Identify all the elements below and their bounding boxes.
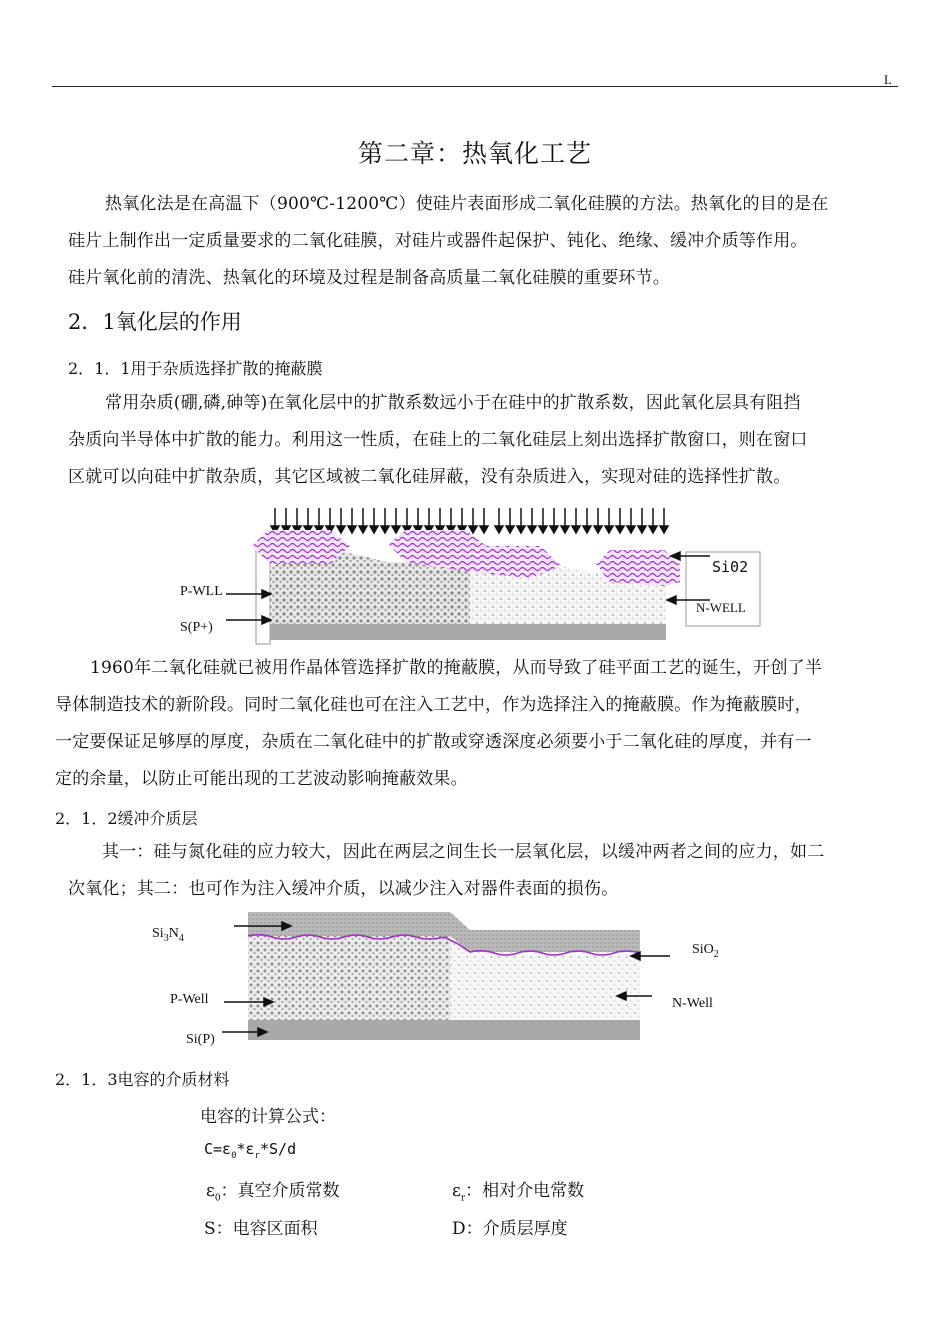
history-para-line-4: 定的余量，以防止可能出现的工艺波动影响掩蔽效果。 — [55, 769, 468, 789]
capacitance-formula-label: 电容的计算公式： — [200, 1107, 336, 1127]
buffer-layer-diagram — [200, 906, 680, 1046]
p-well-region — [248, 936, 450, 1020]
eps0-definition: $\varepsilon_0$：真空介质常数 — [206, 1181, 340, 1204]
fig2-oxide-label: SiO$_2$ — [692, 942, 719, 960]
fig1-p-well-label: P-WLL — [180, 584, 223, 599]
area-definition: S：电容区面积 — [204, 1219, 318, 1239]
section-heading-2-1: 2．1氧化层的作用 — [68, 310, 242, 334]
section-heading-2-1-3: 2．1．3电容的介质材料 — [55, 1070, 230, 1089]
impurity-arrows — [271, 508, 668, 533]
fig2-substrate-label: Si(P) — [186, 1032, 215, 1047]
section-heading-2-1-1: 2．1．1用于杂质选择扩散的掩蔽膜 — [68, 359, 323, 378]
history-para-line-2: 导体制造技术的新阶段。同时二氧化硅也可在注入工艺中，作为选择注入的掩蔽膜。作为掩蔽膜时， — [55, 695, 812, 715]
intro-line-1: 热氧化法是在高温下（900℃-1200℃）使硅片表面形成二氧化硅膜的方法。热氧化的目的是在 — [105, 194, 829, 214]
fig1-n-well-label: N-WELL — [696, 600, 746, 615]
fig1-oxide-label: Si02 — [712, 558, 749, 576]
fig2-n-well-label: N-Well — [672, 996, 713, 1011]
substrate-layer — [248, 1020, 640, 1040]
history-para-line-3: 一定要保证足够厚的厚度，杂质在二氧化硅中的扩散或穿透深度必须要小于二氧化硅的厚度，并有一 — [55, 732, 812, 752]
buffer-para-line-1: 其一：硅与氮化硅的应力较大，因此在两层之间生长一层氧化层，以缓冲两者之间的应力，如二 — [102, 842, 825, 862]
mask-para-line-3: 区就可以向硅中扩散杂质，其它区域被二氧化硅屏蔽，没有杂质进入，实现对硅的选择性扩散。 — [68, 467, 791, 487]
history-para-line-1: 1960年二氧化硅就已被用作晶体管选择扩散的掩蔽膜，从而导致了硅平面工艺的诞生，开创了半 — [90, 658, 823, 678]
intro-line-3: 硅片氧化前的清洗、热氧化的环境及过程是制备高质量二氧化硅膜的重要环节。 — [68, 268, 670, 288]
capacitance-formula: $C=\varepsilon_0*\varepsilon_r*S/d$ — [204, 1140, 297, 1161]
epsr-definition: $\varepsilon_r$：相对介电常数 — [452, 1181, 585, 1204]
buffer-para-line-2: 次氧化；其二：也可作为注入缓冲介质，以减少注入对器件表面的损伤。 — [68, 879, 619, 899]
thickness-definition: D：介质层厚度 — [452, 1219, 568, 1239]
fig1-substrate-label: S(P+) — [180, 620, 213, 635]
fig2-p-well-label: P-Well — [170, 992, 209, 1007]
fig2-nitride-label: $Si_3N_4$ — [152, 926, 184, 944]
intro-line-2: 硅片上制作出一定质量要求的二氧化硅膜，对硅片或器件起保护、钝化、绝缘、缓冲介质等作用。 — [68, 231, 808, 251]
mask-para-line-1: 常用杂质(硼,磷,砷等)在氧化层中的扩散系数远小于在硅中的扩散系数，因此氧化层具有阻挡 — [105, 393, 801, 413]
oxide-hump-left — [252, 530, 350, 564]
diffusion-mask-diagram — [170, 500, 770, 650]
chapter-title: 第二章：热氧化工艺 — [357, 139, 592, 168]
section-heading-2-1-2: 2．1．2缓冲介质层 — [55, 809, 198, 828]
substrate-layer — [270, 624, 666, 640]
header-rule — [52, 86, 898, 87]
page-header-letter: L — [884, 72, 892, 87]
mask-para-line-2: 杂质向半导体中扩散的能力。利用这一性质，在硅上的二氧化硅层上刻出选择扩散窗口，则在窗口 — [68, 430, 808, 450]
